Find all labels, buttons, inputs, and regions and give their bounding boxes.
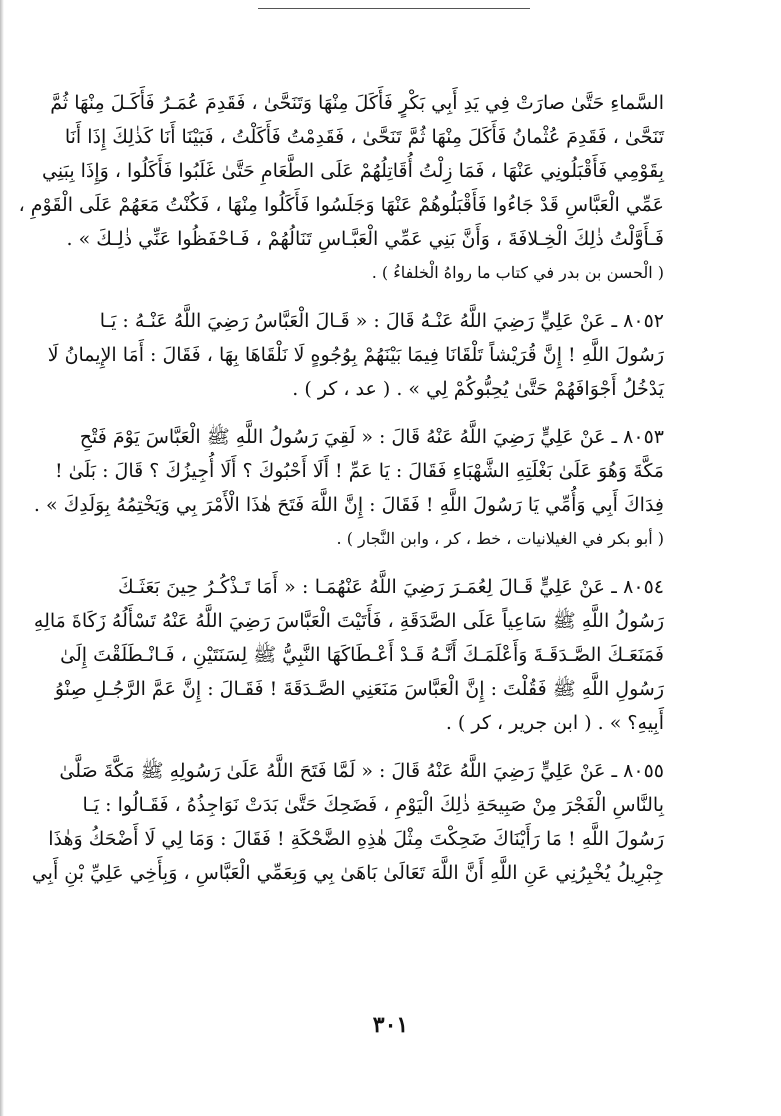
text-line: فَمَنَعَـكَ الصَّـدَقَـةَ وَأَعْلَمَـكَ أَنَّـهُ قَـدْ أَعْـطَاكَهَا النَّبِيُّ ﷺ لِسَنَتَيْنِ ، فَـانْـطَلَقْتَ إِلَىٰ [60,644,664,666]
scan-edge-shadow [0,0,4,1116]
text-line: ٨٠٥٢ ـ عَنْ عَلِيٍّ رَضِيَ اللَّهُ عَنْـهُ قَالَ : « قَـالَ الْعَبَّاسُ رَضِيَ اللَّهُ عَنْـهُ : يَـا [99,310,664,332]
text-line: تَنَحَّىٰ ، فَقَدِمَ عُثْمانُ فَأَكَلَ مِنْهَا ثُمَّ تَنَحَّىٰ ، فَقَدِمْتُ فَأَكَلْتُ ، فَبَيْنَا أَنَا كَذٰلِكَ إِذَا أَنَا [64,126,664,148]
header-rule [258,8,530,9]
text-line: يَدْخُلُ أَجْوَافَهُمْ حَتَّىٰ يُحِبُّوكُمْ لِي » . ( عد ، كر ) . [292,378,664,400]
text-line: رَسُولَ اللَّهِ ! مَا رَأَيْنَاكَ ضَحِكْتَ مِثْلَ هٰذِهِ الضَّحْكَةِ ! فَقَالَ : وَمَا لِي لَا أَضْحَكُ وَهٰذَا [48,828,664,850]
page-number: ٣٠١ [372,1012,409,1038]
paragraph-continuation [18,86,664,290]
text-line: ٨٠٥٥ ـ عَنْ عَلِيٍّ رَضِيَ اللَّهُ عَنْهُ قَالَ : « لَمَّا فَتَحَ اللَّهُ عَلَىٰ رَسُولِهِ ﷺ مَكَّةَ صَلَّىٰ [59,760,664,782]
text-line: رَسُولُ اللَّهِ ﷺ سَاعِياً عَلَى الصَّدَقَةِ ، فَأَتَيْتَ الْعَبَّاسَ رَضِيَ اللَّهُ عَنْهُ تَسْأَلُهُ زَكَاةَ مَالِهِ [33,610,664,632]
text-line: أَبِيهِ؟ » . ( ابن جرير ، كر ) . [445,712,664,734]
text-line: بِقَوْمِي فَأَقْبَلُونِي عَنْهَا ، فَمَا زِلْتُ أُقَاتِلُهُمْ عَلَى الطَّعَامِ حَتَّىٰ غَلَبُوا فَأَكَلُوا ، وَإِذَا بِبَنِي [42,160,664,182]
source-citation: ( أبو بكر في الغيلانيات ، خط ، كر ، وابن النَّجار ) . [336,529,664,548]
text-line: ٨٠٥٣ ـ عَنْ عَلِيٍّ رَضِيَ اللَّهُ عَنْهُ قَالَ : « لَقِيَ رَسُولُ اللَّهِ ﷺ الْعَبَّاسَ يَوْمَ فَتْحِ [79,426,664,448]
source-citation: ( الْحسن بن بدر في كتاب ما رواهُ الْخلفاءُ ) . [371,263,664,282]
text-line: ٨٠٥٤ ـ عَنْ عَلِيٍّ قَـالَ لِعُمَـرَ رَضِيَ اللَّهُ عَنْهُمَـا : « أَمَا تَـذْكُـرُ حِينَ بَعَثَـكَ [118,576,664,598]
page-body [18,86,664,904]
text-line: فَـأَوَّلْتُ ذٰلِكَ الْخِـلافَةَ ، وَأَنَّ بَنِي عَمِّي الْعَبَّـاسِ تَنَالُهُمْ ، فَـاحْفَظُوا عَنِّي ذٰلِـكَ » . [66,228,664,250]
hadith-8055 [31,754,664,890]
text-line: بِالنَّاسِ الْفَجْرَ مِنْ صَبِيحَةِ ذٰلِكَ الْيَوْمِ ، فَضَحِكَ حَتَّىٰ بَدَتْ نَوَاجِذُهُ ، فَقَـالُوا : يَـا [82,794,664,816]
text-line: رَسُولَ اللَّهِ ! إِنَّ قُرَيْشاً تَلْقَانَا فِيمَا بَيْنَهُمْ بِوُجُوهٍ لَا نَلْقَاهَا بِهَا ، فَقَالَ : أَمَا الإِيمانُ لَا [47,344,664,366]
text-line: السَّماءِ حَتَّىٰ صارَتْ فِي يَدِ أَبِي بَكْرٍ فَأَكَلَ مِنْهَا وَتَنَحَّىٰ ، فَقَدِمَ عُمَـرُ فَأَكَـلَ مِنْهَا ثُمَّ [50,92,664,114]
text-line: فِدَاكَ أَبِي وَأُمِّي يَا رَسُولَ اللَّهِ ! فَقَالَ : إِنَّ اللَّهَ فَتَحَ هٰذَا الْأَمْرَ بِي وَيَخْتِمُهُ بِوَلَدِكَ » . [33,494,664,516]
hadith-8053 [33,420,664,556]
text-line: رَسُولِ اللَّهِ ﷺ فَقُلْتَ : إِنَّ الْعَبَّاسَ مَنَعَنِي الصَّـدَقَةَ ! فَقَـالَ : إِنَّ عَمَّ الرَّجُـلِ صِنْوُ [54,678,664,700]
hadith-8054 [33,570,664,740]
text-line: جِبْرِيلُ يُخْبِرُنِي عَنِ اللَّهِ أَنَّ اللَّهَ تَعَالَىٰ بَاهَىٰ بِي وَبِعَمِّي الْعَبَّاسِ ، وَبِأَخِي عَلِيِّ بْنِ أَبِي [31,862,664,884]
text-line: عَمِّي الْعَبَّاسِ قَدْ جَاءُوا فَأَقْبَلُوهُمْ عَنْهَا وَجَلَسُوا فَأَكَلُوا مِنْهَا ، فَكُنْتُ مَعَهُمْ عَلَى الْقَوْمِ ، [18,194,664,216]
text-line: مَكَّةَ وَهُوَ عَلَىٰ بَغْلَتِهِ الشَّهْبَاءِ فَقَالَ : يَا عَمِّ ! أَلَا أَحْبُوكَ ؟ أَلَا أُجِيزُكَ ؟ قَالَ : بَلَىٰ ! [54,460,664,482]
hadith-8052 [47,304,664,406]
